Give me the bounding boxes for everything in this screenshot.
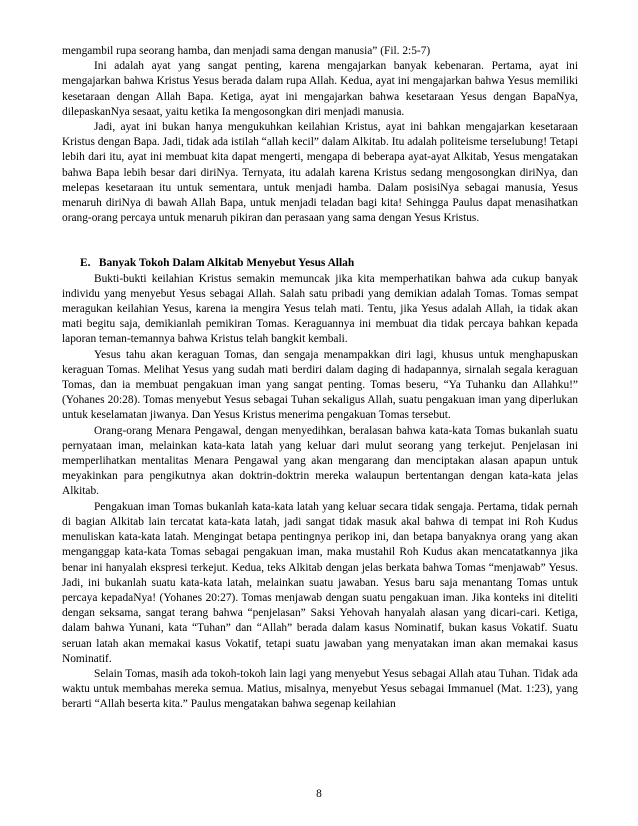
paragraph: Pengakuan iman Tomas bukanlah kata-kata latah yang keluar secara tidak sengaja. Pertama, tidak pernah di bagian Alkitab lain tercatat kata-kata latah, jadi sangat tidak masuk akal bahwa di tempat ini Roh Kudus menuliskan kata-kata latah. Mengingat betapa pentingnya perikop ini, dan betapa banyaknya orang yang akan menganggap kata-kata Tomas sebagai pengakuan iman, maka mustahil Roh Kudus akan mencatatkannya jika benar ini hanyalah ekspresi terkejut. Kedua, teks Alkitab dengan jelas berkata bahwa Tomas “menjawab” Yesus. Jadi, ini bukanlah suatu kata-kata latah, melainkan suatu jawaban. Yesus baru saja menantang Tomas untuk percaya kepadaNya! (Yohanes 20:27). Tomas menjawab dengan suatu pengakuan iman. Jika konteks ini diteliti dengan seksama, sangat terang bahwa “penjelasan” Saksi Yehovah hanyalah alasan yang dicari-cari. Ketiga, dalam bahwa Yunani, kata “Tuhan” dan “Allah” berada dalam kasus Nominatif, bukan kasus Vokatif. Suatu seruan latah akan memakai kasus Vokatif, tetapi suatu jawaban yang menyatakan iman akan memakai kasus Nominatif. [62,500,578,665]
section-letter: E. [80,257,91,270]
paragraph: Ini adalah ayat yang sangat penting, karena mengajarkan banyak kebenaran. Pertama, ayat ini mengajarkan bahwa Kristus Yesus berada dalam rupa Allah. Kedua, ayat ini mengajarkan bahwa Yesus memiliki kesetaraan dengan Allah Bapa. Ketiga, ayat ini mengajarkan bahwa kesetaraan Yesus dengan BapaNya, dilepaskanNya sesaat, yaitu ketika Ia mengosongkan diri menjadi manusia. [62,60,578,118]
paragraph: Orang-orang Menara Pengawal, dengan menyedihkan, beralasan bahwa kata-kata Tomas bukanlah suatu pernyataan iman, melainkan kata-kata latah yang keluar dari mulut seorang yang terkejut. Penjelasan ini memperlihatkan mentalitas Menara Pengawal yang akan mengarang dan menciptakan alasan apapun untuk meyakinkan para pengikutnya akan doktrin-doktrin mereka walaupun bertentangan dengan kata-kata jelas Alkitab. [62,424,578,498]
paragraph: Jadi, ayat ini bukan hanya mengukuhkan keilahian Kristus, ayat ini bahkan mengajarkan kesetaraan Kristus dengan Bapa. Jadi, tidak ada istilah “allah kecil” dalam Alkitab. Itu adalah politeisme terselubung! Tetapi lebih dari itu, ayat ini membuat kita dapat mengerti, mengapa di beberapa ayat-ayat Alkitab, Yesus mengatakan bahwa Bapa lebih besar dari diriNya. Ternyata, itu adalah karena Kristus sedang mengosongkan diriNya, dan melepas kesetaraan itu untuk sementara, untuk menjadi hamba. Dalam posisiNya sebagai manusia, Yesus menaruh diriNya di bawah Allah Bapa, untuk menjadi teladan bagi kita! Sehingga Paulus dapat menasihatkan orang-orang percaya untuk menaruh pikiran dan perasaan yang sama dengan Yesus Kristus. [62,121,578,225]
section-heading [62,256,578,271]
paragraph: Selain Tomas, masih ada tokoh-tokoh lain lagi yang menyebut Yesus sebagai Allah atau Tuhan. Tidak ada waktu untuk membahas mereka semua. Matius, misalnya, menyebut Yesus sebagai Immanuel (Mat. 1:23), yang berarti “Allah beserta kita.” Paulus mengatakan bahwa segenap keilahian [62,667,578,711]
paragraph-continuation: mengambil rupa seorang hamba, dan menjadi sama dengan manusia” (Fil. 2:5-7) [62,45,431,57]
paragraph: Yesus tahu akan keraguan Tomas, dan sengaja menampakkan diri lagi, khusus untuk menghapuskan keraguan Tomas. Melihat Yesus yang sudah mati berdiri dalam daging di hadapannya, sirnalah segala keraguan Tomas, dan ia membuat pengakuan iman yang sangat penting. Tomas beseru, “Ya Tuhanku dan Allahku!” (Yohanes 20:28). Tomas menyebut Yesus sebagai Tuhan sekaligus Allah, suatu pengakuan iman yang diperlukan untuk keselamatan jiwanya. Dan Yesus Kristus menerima pengakuan Tomas tersebut. [62,348,578,422]
document-page [62,44,578,713]
section-title: Banyak Tokoh Dalam Alkitab Menyebut Yesus Allah [98,257,355,270]
paragraph: Bukti-bukti keilahian Kristus semakin memuncak jika kita memperhatikan bahwa ada cukup banyak individu yang menyebut Yesus sebagai Allah. Salah satu pribadi yang demikian adalah Tomas. Tomas sempat meragukan keilahian Yesus, karena ia mengira Yesus telah mati. Tentu, jika Yesus adalah Allah, ia tidak akan mati begitu saja, demikianlah pemikiran Tomas. Keraguannya ini membuat dia tidak percaya bahkan kepada laporan teman-temannya bahwa Kristus telah bangkit kembali. [62,272,578,346]
page-number: 8 [316,788,322,800]
